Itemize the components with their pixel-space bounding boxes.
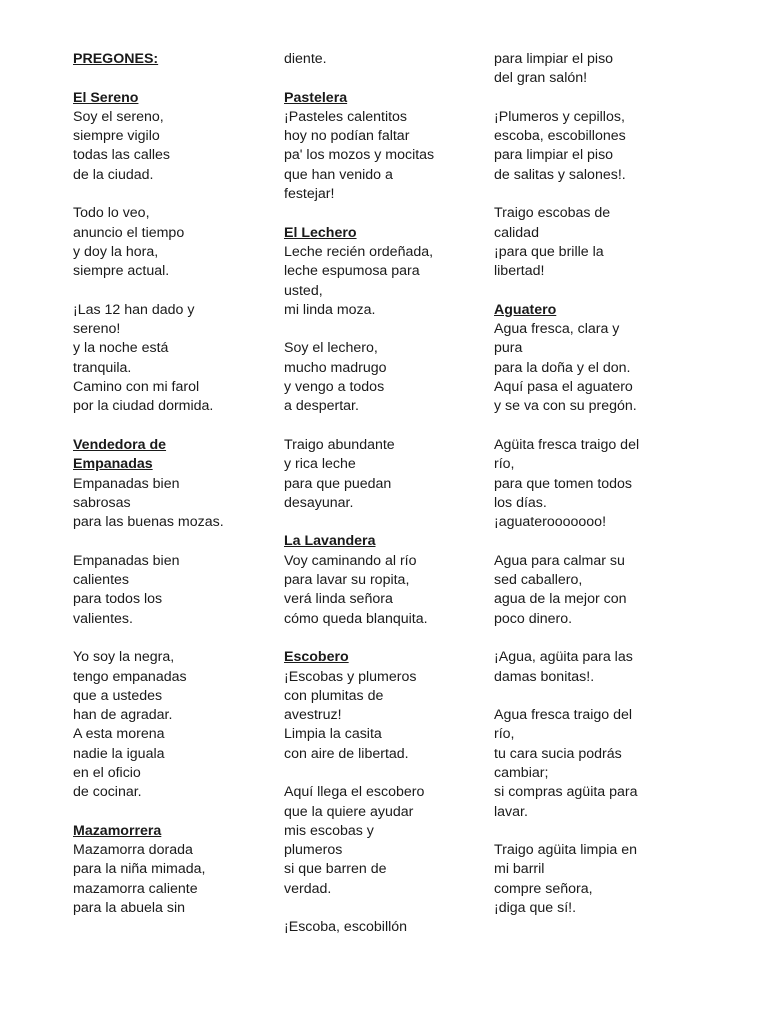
verse-stanza [284, 339, 484, 416]
verse-stanza [494, 320, 694, 416]
verse-line: compre señora, [494, 880, 593, 897]
verse-line: ¡aguaterooooooo! [494, 514, 607, 531]
verse-line: del gran salón! [494, 70, 588, 87]
verse-line: Traigo escobas de [494, 205, 611, 222]
verse-line: verdad. [284, 880, 332, 897]
verse-stanza [73, 301, 273, 417]
verse-line: agua de la mejor con [494, 591, 627, 608]
verse-line: sed caballero, [494, 572, 583, 589]
stanza-spacer [284, 320, 484, 339]
verse-stanza [284, 918, 484, 937]
verse-line: en el oficio [73, 764, 141, 781]
verse-line: Traigo abundante [284, 436, 395, 453]
verse-line: lavar. [494, 803, 528, 820]
verse-line: ¡para que brille la [494, 243, 604, 260]
stanza-spacer [73, 803, 273, 822]
verse-line: ¡diga que sí!. [494, 900, 577, 917]
stanza-spacer [284, 764, 484, 783]
section-heading: Pastelera [284, 89, 348, 106]
verse-line: siempre actual. [73, 263, 170, 280]
verse-line: anuncio el tiempo [73, 224, 185, 241]
stanza-spacer [494, 185, 694, 204]
stanza-spacer [73, 417, 273, 436]
verse-stanza [284, 436, 484, 513]
verse-line: Soy el sereno, [73, 108, 164, 125]
verse-line: tu cara sucia podrás [494, 745, 622, 762]
verse-line: para que tomen todos [494, 475, 633, 492]
verse-line: Empanadas bien [73, 552, 180, 569]
stanza-spacer [494, 532, 694, 551]
verse-line: han de agradar. [73, 707, 173, 724]
verse-line: mis escobas y [284, 822, 374, 839]
verse-stanza [284, 783, 484, 899]
verse-line: para limpiar el piso [494, 51, 614, 67]
verse-line: ¡Plumeros y cepillos, [494, 108, 625, 125]
verse-line: festejar! [284, 186, 335, 203]
verse-line: pa' los mozos y mocitas [284, 147, 435, 164]
verse-line: Leche recién ordeñada, [284, 243, 434, 260]
stanza-spacer [494, 822, 694, 841]
verse-line: tengo empanadas [73, 668, 187, 685]
stanza-spacer [494, 282, 694, 301]
verse-line: valientes. [73, 610, 133, 627]
verse-line: para la niña mimada, [73, 861, 206, 878]
verse-line: escoba, escobillones [494, 128, 626, 145]
verse-line: si que barren de [284, 861, 387, 878]
stanza-spacer [494, 629, 694, 648]
verse-stanza [284, 243, 484, 320]
verse-stanza [494, 436, 694, 532]
verse-stanza [494, 204, 694, 281]
verse-line: todas las calles [73, 147, 170, 164]
verse-stanza [494, 648, 694, 687]
verse-stanza [73, 648, 273, 802]
verse-line: Limpia la casita [284, 726, 382, 743]
stanza-spacer [73, 185, 273, 204]
verse-line: y se va con su pregón. [494, 398, 637, 415]
verse-line: damas bonitas!. [494, 668, 595, 685]
stanza-spacer [73, 532, 273, 551]
verse-line: de salitas y salones!. [494, 166, 626, 183]
verse-line: mi barril [494, 861, 545, 878]
stanza-spacer [284, 899, 484, 918]
verse-line: pura [494, 340, 523, 357]
column-3 [494, 50, 694, 918]
verse-line: Agua fresca, clara y [494, 321, 620, 338]
verse-line: diente. [284, 51, 327, 67]
verse-stanza [284, 50, 484, 69]
verse-stanza [494, 552, 694, 629]
verse-line: sabrosas [73, 494, 131, 511]
section-heading: Escobero [284, 649, 349, 666]
verse-line: y rica leche [284, 456, 356, 473]
verse-line: y doy la hora, [73, 243, 159, 260]
verse-line: Aquí llega el escobero [284, 784, 425, 801]
verse-line: Camino con mi farol [73, 379, 200, 396]
verse-line: mucho madrugo [284, 359, 387, 376]
verse-line: nadie la iguala [73, 745, 165, 762]
column-1 [73, 50, 273, 918]
verse-line: siempre vigilo [73, 128, 160, 145]
verse-line: con aire de libertad. [284, 745, 409, 762]
verse-line: Agua fresca traigo del [494, 707, 633, 724]
verse-line: para las buenas mozas. [73, 514, 224, 531]
verse-line: para lavar su ropita, [284, 572, 410, 589]
verse-line: Agüita fresca traigo del [494, 436, 640, 453]
verse-line: que la quiere ayudar [284, 803, 414, 820]
verse-line: ¡Escobas y plumeros [284, 668, 417, 685]
verse-line: mi linda moza. [284, 301, 376, 318]
verse-line: cambiar; [494, 764, 549, 781]
stanza-spacer [494, 417, 694, 436]
verse-stanza [73, 552, 273, 629]
verse-line: calientes [73, 572, 129, 589]
stanza-spacer [73, 629, 273, 648]
verse-stanza [73, 108, 273, 185]
verse-line: sereno! [73, 321, 121, 338]
verse-line: libertad! [494, 263, 545, 280]
verse-line: hoy no podían faltar [284, 128, 410, 145]
verse-line: poco dinero. [494, 610, 573, 627]
verse-line: Mazamorra dorada [73, 842, 193, 859]
section-heading: Empanadas [73, 456, 153, 473]
verse-line: mazamorra caliente [73, 880, 198, 897]
stanza-spacer [284, 513, 484, 532]
stanza-spacer [284, 417, 484, 436]
column-2 [284, 50, 484, 938]
verse-line: de cocinar. [73, 784, 142, 801]
verse-stanza [73, 204, 273, 281]
verse-line: para la doña y el don. [494, 359, 631, 376]
verse-line: ¡Pasteles calentitos [284, 108, 408, 125]
section-heading: El Sereno [73, 89, 139, 106]
stanza-spacer [284, 204, 484, 223]
verse-line: río, [494, 456, 515, 473]
verse-line: los días. [494, 494, 547, 511]
verse-line: ¡Las 12 han dado y [73, 301, 195, 318]
verse-stanza [73, 841, 273, 918]
verse-line: Yo soy la negra, [73, 649, 175, 666]
section-heading: Vendedora de [73, 436, 167, 453]
stanza-spacer [494, 89, 694, 108]
verse-line: leche espumosa para [284, 263, 420, 280]
verse-line: para todos los [73, 591, 163, 608]
section-heading: Mazamorrera [73, 822, 162, 839]
verse-line: que han venido a [284, 166, 393, 183]
verse-line: plumeros [284, 842, 343, 859]
verse-line: si compras agüita para [494, 784, 638, 801]
verse-stanza [494, 50, 694, 89]
section-heading: La Lavandera [284, 533, 376, 550]
verse-line: Traigo agüita limpia en [494, 842, 638, 859]
page-title: PREGONES: [73, 51, 159, 67]
section-heading: Aguatero [494, 301, 557, 318]
verse-line: calidad [494, 224, 539, 241]
verse-line: con plumitas de [284, 687, 384, 704]
stanza-spacer [284, 629, 484, 648]
verse-line: usted, [284, 282, 323, 299]
stanza-spacer [73, 282, 273, 301]
verse-line: Aquí pasa el aguatero [494, 379, 633, 396]
verse-line: Voy caminando al río [284, 552, 417, 569]
verse-line: por la ciudad dormida. [73, 398, 214, 415]
verse-stanza [494, 841, 694, 918]
section-heading: El Lechero [284, 224, 357, 241]
verse-line: Todo lo veo, [73, 205, 150, 222]
verse-line: de la ciudad. [73, 166, 154, 183]
verse-line: para limpiar el piso [494, 147, 614, 164]
verse-stanza [494, 706, 694, 822]
verse-stanza [494, 108, 694, 185]
verse-line: y vengo a todos [284, 379, 385, 396]
verse-line: para la abuela sin [73, 900, 186, 917]
verse-line: y la noche está [73, 340, 169, 357]
verse-line: Soy el lechero, [284, 340, 378, 357]
verse-line: para que puedan [284, 475, 392, 492]
verse-line: ¡Escoba, escobillón [284, 919, 408, 936]
verse-stanza [284, 552, 484, 629]
verse-line: avestruz! [284, 707, 342, 724]
verse-stanza [284, 108, 484, 204]
verse-line: Empanadas bien [73, 475, 180, 492]
stanza-spacer [494, 687, 694, 706]
verse-line: a despertar. [284, 398, 359, 415]
verse-line: ¡Agua, agüita para las [494, 649, 633, 666]
verse-line: verá linda señora [284, 591, 393, 608]
verse-line: cómo queda blanquita. [284, 610, 428, 627]
verse-line: que a ustedes [73, 687, 163, 704]
verse-line: río, [494, 726, 515, 743]
verse-line: Agua para calmar su [494, 552, 625, 569]
verse-line: desayunar. [284, 494, 354, 511]
verse-stanza [73, 475, 273, 533]
verse-line: A esta morena [73, 726, 165, 743]
stanza-spacer [284, 69, 484, 88]
verse-line: tranquila. [73, 359, 132, 376]
stanza-spacer [73, 69, 273, 88]
verse-stanza [284, 668, 484, 764]
